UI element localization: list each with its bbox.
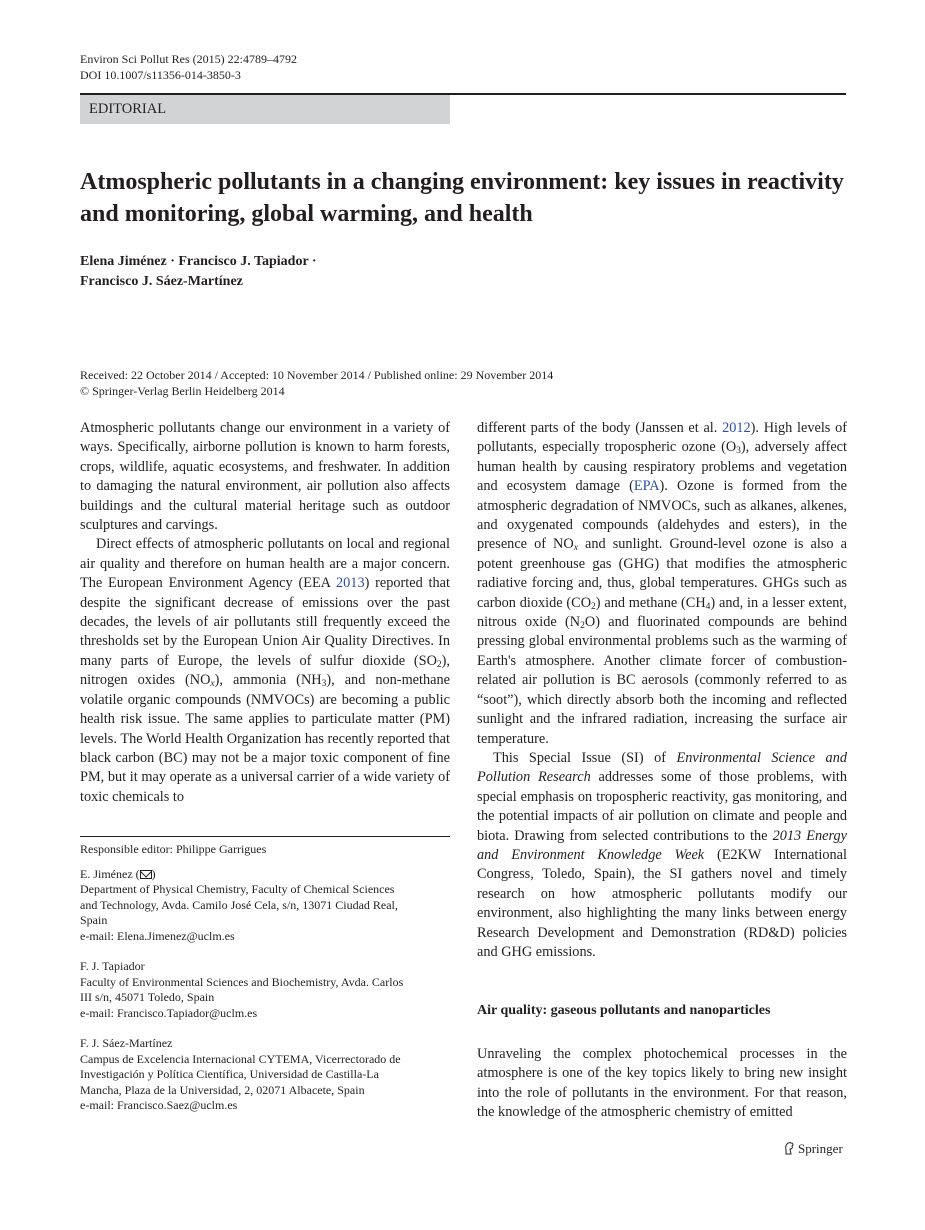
author-list [80, 252, 580, 292]
email-jimenez[interactable]: e-mail: Elena.Jimenez@uclm.es [80, 928, 235, 943]
authors-line-2: Francisco J. Sáez-Martínez [80, 274, 243, 289]
publisher-logo [784, 1141, 843, 1157]
journal-header [80, 52, 297, 83]
responsible-editor: Responsible editor: Philippe Garrigues [80, 842, 267, 856]
springer-horse-icon [784, 1142, 795, 1155]
envelope-icon [140, 870, 152, 879]
article-dates [80, 368, 780, 399]
email-saez[interactable]: e-mail: Francisco.Saez@uclm.es [80, 1098, 238, 1112]
citation-link-janssen[interactable]: 2012 [722, 420, 751, 436]
paragraph-1: Atmospheric pollutants change our environment in a variety of ways. Specifically, airborne pollution is known to harm forests, crops, wildlife, aquatic ecosystems, and freshwater. In addition to damaging the natural environment, air pollution also affects buildings and the cultural material heritage such as outdoor sculptures and carvings. [80, 420, 450, 534]
paragraph-5: Unraveling the complex photochemical processes in the atmosphere is one of the key topics likely to bring new insight into the role of pollutants in the environment. For that reason, the knowledge of the atmospheric chemistry of emitted [477, 1045, 847, 1120]
paragraph-4: This Special Issue (SI) of Environmental Science and Pollution Research addresses some of those problems, with special emphasis on tropospheric reactivity, gas monitoring, and the potential impacts of air pollution on climate and people and biota. Drawing from selected contributions to the 2013 Energy and Environment Knowledge Week (E2KW International Congress, Toledo, Spain), the SI gathers novel and timely research on how atmospheric pollutants modify our environment, also highlighting the many links between energy Research Development and Demonstration (RD&D) policies and GHG emissions. [477, 749, 848, 960]
footnote-rule [80, 836, 450, 837]
article-title: Atmospheric pollutants in a changing environment: key issues in reactivity and monitoring, global warming, and health [80, 169, 844, 227]
publisher-name: Springer [798, 1141, 843, 1156]
publication-history: Received: 22 October 2014 / Accepted: 10 November 2014 / Published online: 29 November 2014 [80, 368, 554, 382]
doi: DOI 10.1007/s11356-014-3850-3 [80, 67, 241, 82]
paragraph-3: different parts of the body (Janssen et al. 2012). High levels of pollutants, especially tropospheric ozone $(O_3)$, adversely affect human health by causing respiratory problems and vegetation and ecosystem damage (EPA). Ozone is formed from the atmospheric degradation of NMVOCs, such as alkanes, alkenes, and oxygenated compounds (aldehydes and esters), in the presence of $NO_x$ and sunlight. Ground-level ozone is also a potent greenhouse gas (GHG) that modifies the atmospheric radiative forcing and, thus, global temperatures. GHGs such as carbon dioxide $(CO_2)$ and methane $(CH_4)$ and, in a lesser extent, nitrous oxide $(N_2O)$ and fluorinated compounds are behind pressing global environmental problems such as the warming of Earth's atmosphere. Another climate forcer of combustion-related air pollution is BC aerosols (commonly referred to as “soot”), which directly absorb both the incoming and reflected sunlight and the infrared radiation, increasing the surface air temperature. [477, 420, 847, 747]
affiliation-jimenez: E. Jiménez ( ) Department of Physical Chemistry, Faculty of Chemical Sciences and Technology, Avda. Camilo José Cela, s/n, 13071 Ciudad Real, Spain e-mail: Elena.Jimenez@uclm.es [80, 867, 450, 945]
left-column [80, 419, 450, 807]
section-label: EDITORIAL [89, 101, 167, 117]
right-column [477, 419, 847, 1122]
section-label-band [80, 95, 450, 124]
citation-link-epa[interactable]: EPA [633, 478, 660, 495]
section-heading: Air quality: gaseous pollutants and nanoparticles [477, 1003, 771, 1019]
affiliation-tapiador: F. J. Tapiador Faculty of Environmental Sciences and Biochemistry, Avda. Carlos III s/n, 45071 Toledo, Spain e-mail: Francisco.Tapiador@uclm.es [80, 959, 450, 1021]
affiliation-saez: F. J. Sáez-Martínez Campus de Excelencia Internacional CYTEMA, Vicerrectorado de Investigación y Política Científica, Universidad de Castilla-La Mancha, Plaza de la Universidad, 2, 02071 Albacete, Spain e-mail: Francisco.Saez@uclm.es [80, 1036, 450, 1114]
paragraph-2: Direct effects of atmospheric pollutants on local and regional air quality and therefore on human health are a major concern. The European Environment Agency (EEA 2013) reported that despite the significant decrease of emissions over the past decades, the levels of air pollutants still frequently exceed the thresholds set by the European Union Air Quality Directives. In many parts of Europe, the levels of sulfur dioxide $(SO_2)$, nitrogen oxides $(NO_x)$, ammonia $(NH_3)$, and non-methane volatile organic compounds (NMVOCs) are becoming a public health risk issue. The same applies to particulate matter (PM) levels. The World Health Organization has recently reported that black carbon (BC) may not be a major toxic component of fine PM, but it may operate as a universal carrier of a wide variety of toxic chemicals to [80, 536, 450, 805]
journal-citation: Environ Sci Pollut Res (2015) 22:4789–4792 [80, 52, 297, 66]
email-tapiador[interactable]: e-mail: Francisco.Tapiador@uclm.es [80, 1005, 258, 1020]
copyright-notice: © Springer-Verlag Berlin Heidelberg 2014 [80, 383, 285, 398]
authors-line-1: Elena Jiménez · Francisco J. Tapiador · [80, 254, 317, 269]
citation-link-eea[interactable]: 2013 [336, 575, 365, 592]
footnotes [80, 842, 450, 1129]
